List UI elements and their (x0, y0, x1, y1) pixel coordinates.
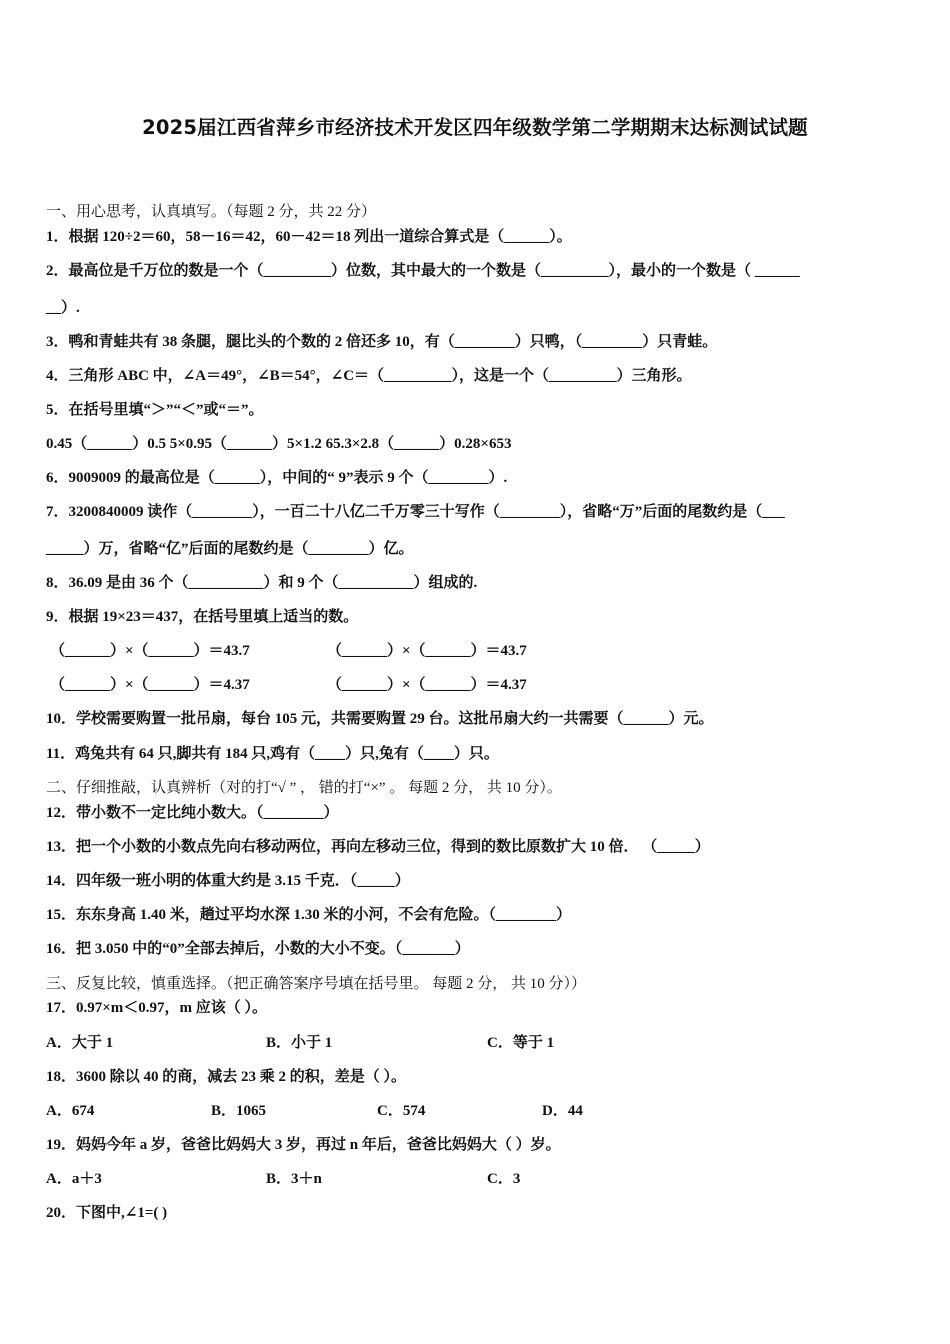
question-18-option-c: C．574 (377, 1103, 426, 1119)
question-18-option-b: B．1065 (211, 1103, 267, 1119)
question-17-option-c: C．等于 1 (487, 1035, 555, 1051)
question-1: 1．根据 120÷2＝60，58－16＝42，60－42＝18 列出一道综合算式是（______）。 (46, 229, 572, 245)
question-9-row-2-right: （______）×（______）＝4.37 (327, 677, 527, 693)
question-18-option-d: D．44 (542, 1103, 583, 1119)
question-2-line-1: 2．最高位是千万位的数是一个（_________）位数，其中最大的一个数是（_________），最小的一个数是（ ______ (46, 263, 800, 279)
question-17: 17．0.97×m＜0.97，m 应该（ ）。 (46, 1000, 268, 1016)
section-heading-3: 三、反复比较，慎重选择。（把正确答案序号填在括号里。 每题 2 分， 共 10 分）） (46, 976, 587, 992)
section-heading-2: 二、仔细推敲，认真辨析（对的打“√ ” ， 错的打“×” 。 每题 2 分， 共 10 分）。 (46, 780, 562, 796)
question-7-line-1: 7．3200840009 读作（________），一百二十八亿二千万零三十写作（________），省略“万”后面的尾数约是（___ (46, 504, 785, 520)
question-10: 10．学校需要购置一批吊扇，每台 105 元，共需要购置 29 台。这批吊扇大约一共需要（______）元。 (46, 711, 714, 727)
question-3: 3．鸭和青蛙共有 38 条腿，腿比头的个数的 2 倍还多 10，有（________）只鸭，（________）只青蛙。 (46, 334, 718, 350)
question-11: 11．鸡兔共有 64 只,脚共有 184 只,鸡有（____）只,兔有（____）只。 (46, 746, 499, 762)
question-9-row-1-left: （______）×（______）＝43.7 (50, 643, 250, 659)
question-15: 15．东东身高 1.40 米，趟过平均水深 1.30 米的小河，不会有危险。（________） (46, 907, 572, 923)
question-12: 12．带小数不一定比纯小数大。（________） (46, 805, 339, 821)
question-19-option-c: C．3 (487, 1171, 521, 1187)
question-18-option-a: A．674 (46, 1103, 95, 1119)
question-7-line-2: _____）万，省略“亿”后面的尾数约是（________）亿。 (46, 541, 414, 557)
question-9-row-1-right: （______）×（______）＝43.7 (327, 643, 527, 659)
question-9-row-2-left: （______）×（______）＝4.37 (50, 677, 250, 693)
question-19-option-b: B．3＋n (266, 1171, 322, 1187)
question-4: 4．三角形 ABC 中，∠A＝49°，∠B＝54°，∠C＝（_________），这是一个（_________）三角形。 (46, 368, 692, 384)
question-9: 9．根据 19×23＝437，在括号里填上适当的数。 (46, 609, 359, 625)
question-19: 19．妈妈今年 a 岁，爸爸比妈妈大 3 岁，再过 n 年后，爸爸比妈妈大（ ）岁。 (46, 1137, 561, 1153)
section-heading-1: 一、用心思考，认真填写。（每题 2 分，共 22 分） (46, 204, 377, 220)
question-5-items: 0.45（______）0.5 5×0.95（______）5×1.2 65.3×2.8（______）0.28×653 (46, 436, 512, 452)
question-8: 8．36.09 是由 36 个（__________）和 9 个（__________）组成的. (46, 575, 478, 591)
question-19-option-a: A．a＋3 (46, 1171, 102, 1187)
question-20: 20．下图中,∠1=( ) (46, 1205, 168, 1221)
question-6: 6．9009009 的最高位是（______），中间的“ 9”表示 9 个（________）. (46, 470, 508, 486)
question-13: 13．把一个小数的小数点先向右移动两位，再向左移动三位，得到的数比原数扩大 10 倍． （_____） (46, 839, 710, 855)
question-14: 14．四年级一班小明的体重大约是 3.15 千克．（_____） (46, 873, 410, 889)
question-18: 18．3600 除以 40 的商，减去 23 乘 2 的积，差是（ ）。 (46, 1069, 407, 1085)
question-17-option-a: A．大于 1 (46, 1035, 114, 1051)
question-2-line-2: __）. (46, 300, 80, 316)
question-5: 5．在括号里填“＞”“＜”或“＝”。 (46, 402, 264, 418)
exam-title: 2025届江西省萍乡市经济技术开发区四年级数学第二学期期末达标测试试题 (142, 116, 808, 139)
question-17-option-b: B．小于 1 (266, 1035, 333, 1051)
question-16: 16．把 3.050 中的“0”全部去掉后，小数的大小不变。（_______） (46, 941, 470, 957)
